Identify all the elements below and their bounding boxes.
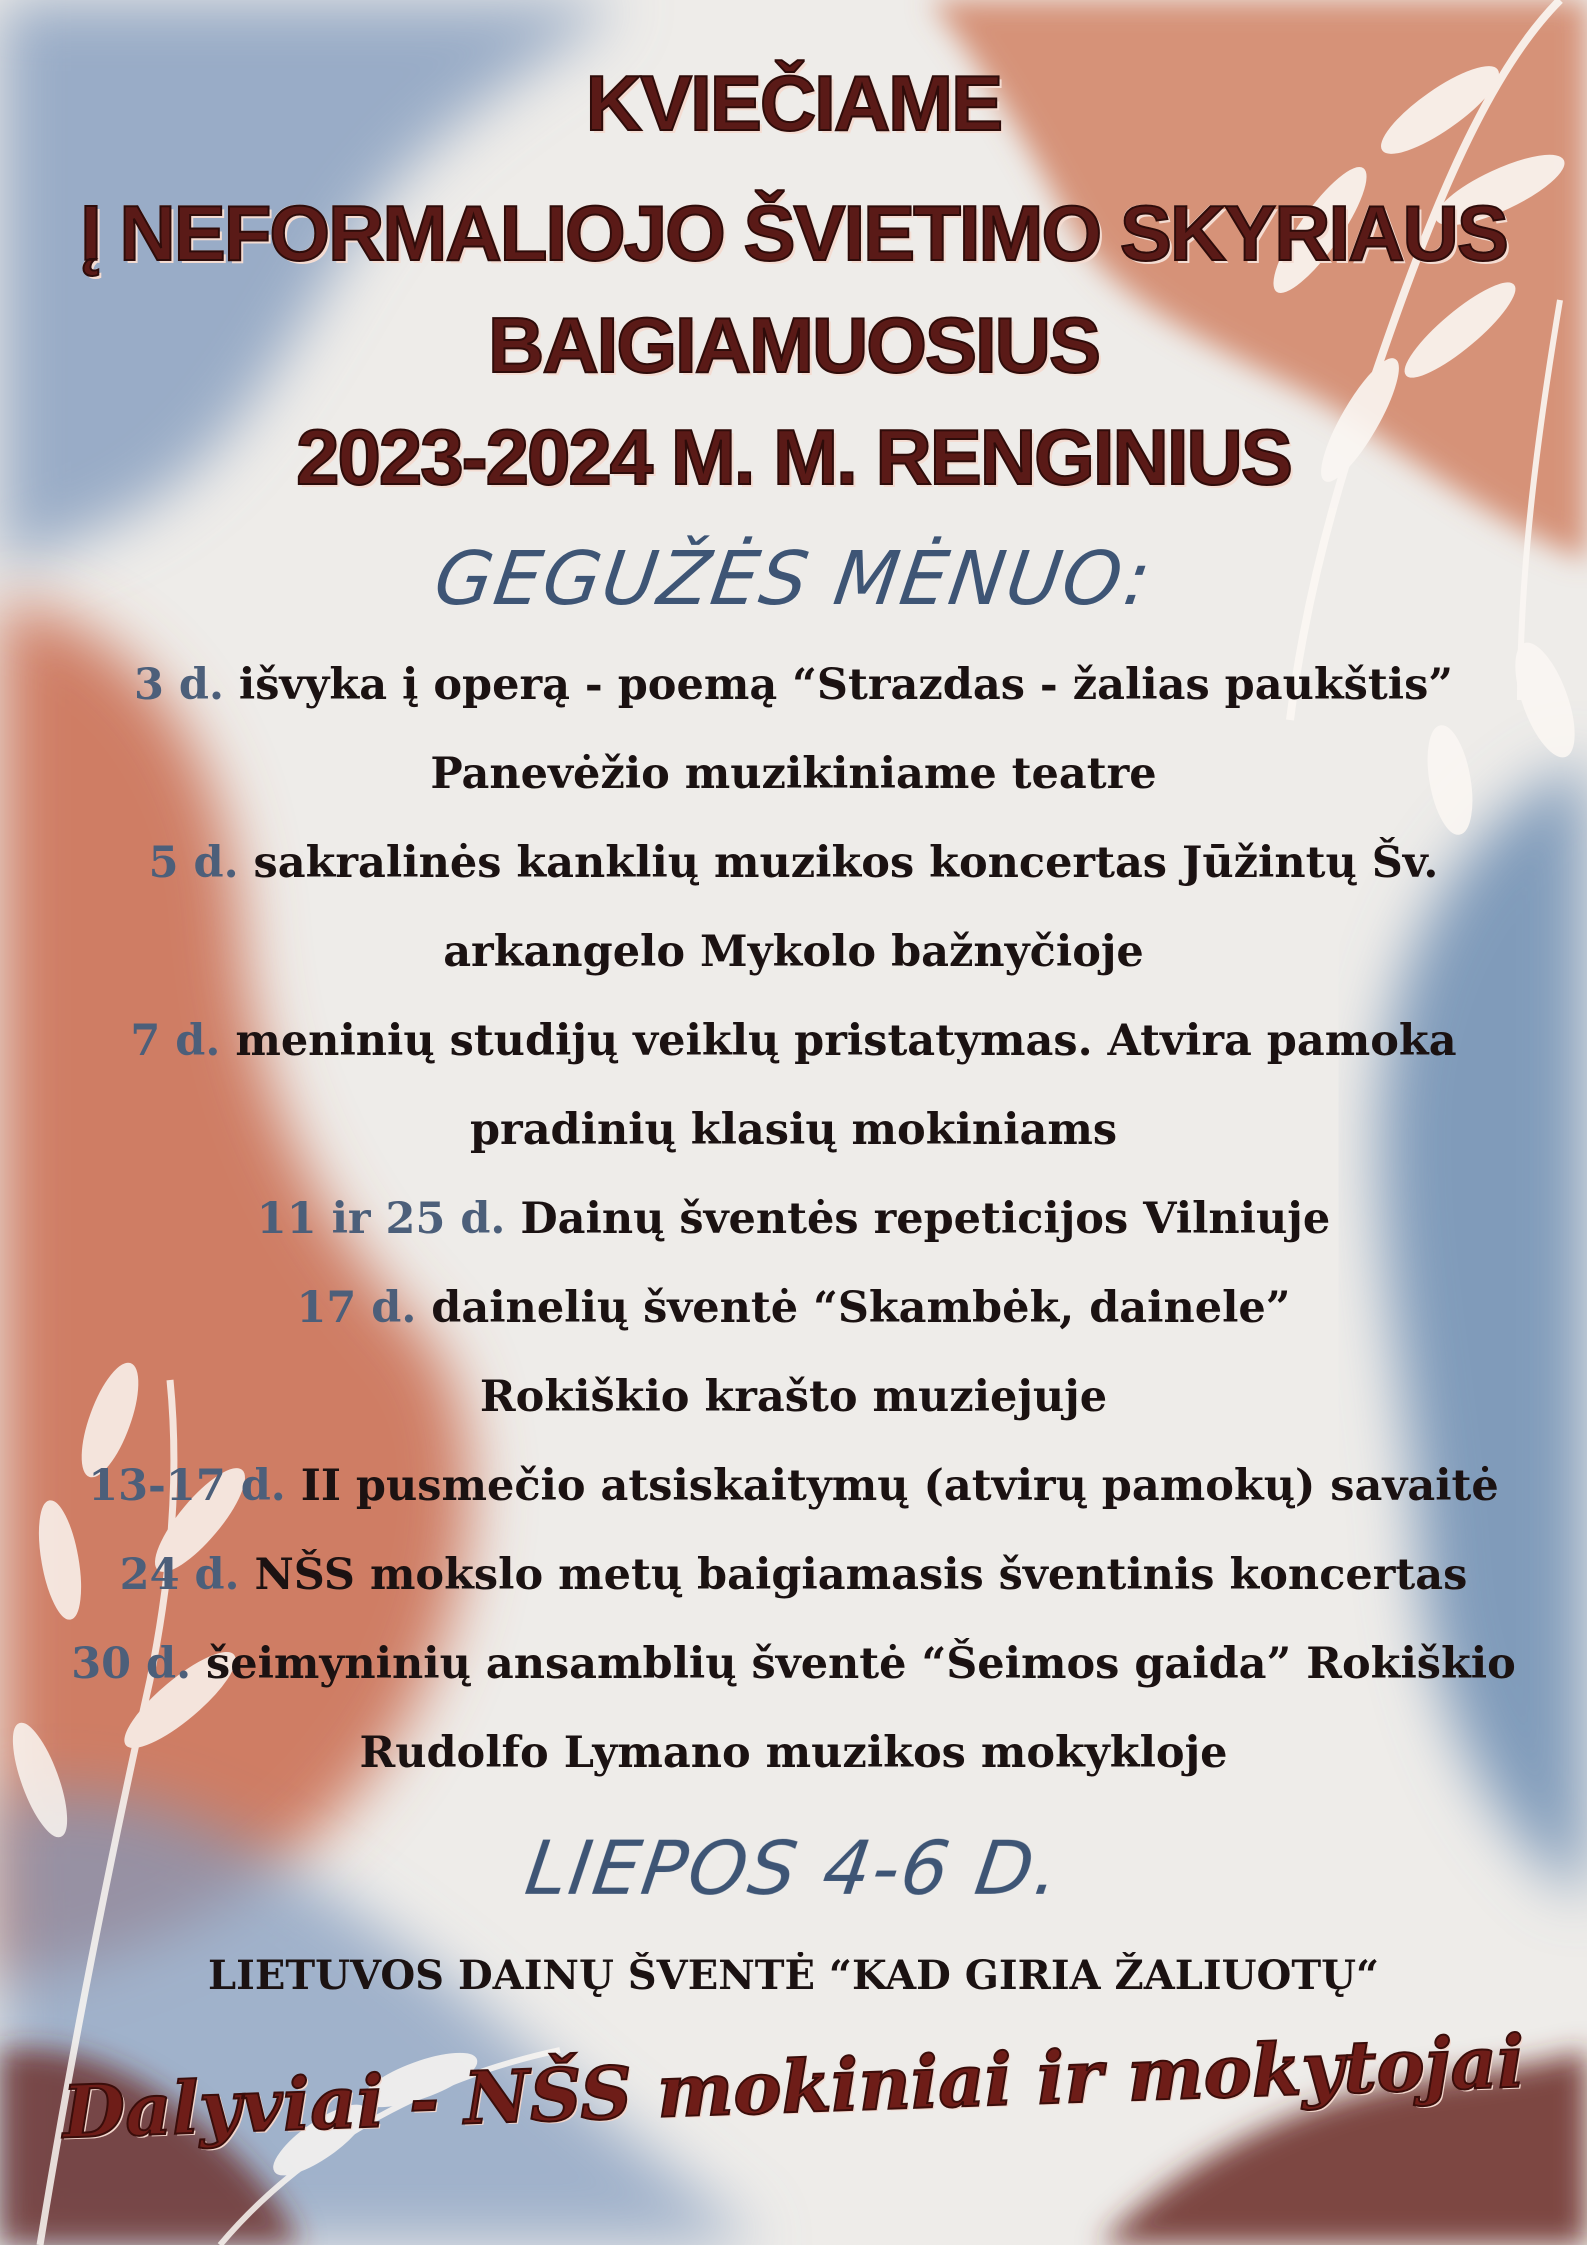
may-heading: GEGUŽĖS MĖNUO: <box>429 536 1158 622</box>
event-text: meninių studijų veiklų pristatymas. Atvira pamoka <box>220 1016 1457 1066</box>
event-line <box>0 1105 1587 1155</box>
event-line <box>0 749 1587 799</box>
title-line-2: Į NEFORMALIOJO ŠVIETIMO SKYRIAUS <box>80 189 1507 277</box>
event-text: Dainų šventės repeticijos Vilniuje <box>505 1194 1331 1244</box>
event-text: šeimyninių ansamblių šventė “Šeimos gaida” Rokiškio <box>191 1639 1516 1689</box>
event-line <box>0 1728 1587 1778</box>
event-line <box>0 1639 1587 1689</box>
event-text: pradinių klasių mokiniams <box>469 1105 1118 1155</box>
event-line <box>0 660 1587 710</box>
event-date: 5 d. <box>148 838 239 888</box>
title-line-1: KVIEČIAME <box>585 59 1002 147</box>
event-text: išvyka į operą - poemą “Strazdas - žalias paukštis” <box>223 660 1454 710</box>
event-text: sakralinės kanklių muzikos koncertas Jūžintų Šv. <box>238 838 1439 888</box>
event-date: 30 d. <box>71 1639 192 1689</box>
event-text: NŠS mokslo metų baigiamasis šventinis koncertas <box>239 1550 1468 1600</box>
title-line-4: 2023-2024 M. M. RENGINIUS <box>296 413 1291 501</box>
event-date: 3 d. <box>133 660 224 710</box>
event-date: 24 d. <box>119 1550 240 1600</box>
event-date: 13-17 d. <box>88 1461 286 1511</box>
event-text: Panevėžio muzikiniame teatre <box>430 749 1157 799</box>
event-text: dainelių šventė “Skambėk, dainele” <box>416 1283 1291 1333</box>
title-line-3: BAIGIAMUOSIUS <box>487 301 1100 389</box>
july-heading: LIEPOS 4-6 D. <box>520 1826 1067 1912</box>
event-text: Rudolfo Lymano muzikos mokykloje <box>359 1728 1228 1778</box>
event-text: Rokiškio krašto muziejuje <box>479 1372 1108 1422</box>
event-date: 7 d. <box>130 1016 221 1066</box>
song-festival-title: LIETUVOS DAINŲ ŠVENTĖ “KAD GIRIA ŽALIUOTŲ“ <box>208 1952 1379 1999</box>
event-line <box>0 1194 1587 1244</box>
event-date: 11 ir 25 d. <box>256 1194 506 1244</box>
event-date: 17 d. <box>296 1283 417 1333</box>
event-text: arkangelo Mykolo bažnyčioje <box>443 927 1144 977</box>
event-line <box>0 927 1587 977</box>
event-line <box>0 1283 1587 1333</box>
event-line <box>0 1016 1587 1066</box>
event-line <box>0 1461 1587 1511</box>
event-line <box>0 1372 1587 1422</box>
event-text: II pusmečio atsiskaitymų (atvirų pamokų) savaitė <box>285 1461 1499 1511</box>
participants-footer: Dalyviai - NŠS mokiniai ir mokytojai <box>61 2018 1526 2155</box>
event-line <box>0 1550 1587 1600</box>
event-line <box>0 838 1587 888</box>
